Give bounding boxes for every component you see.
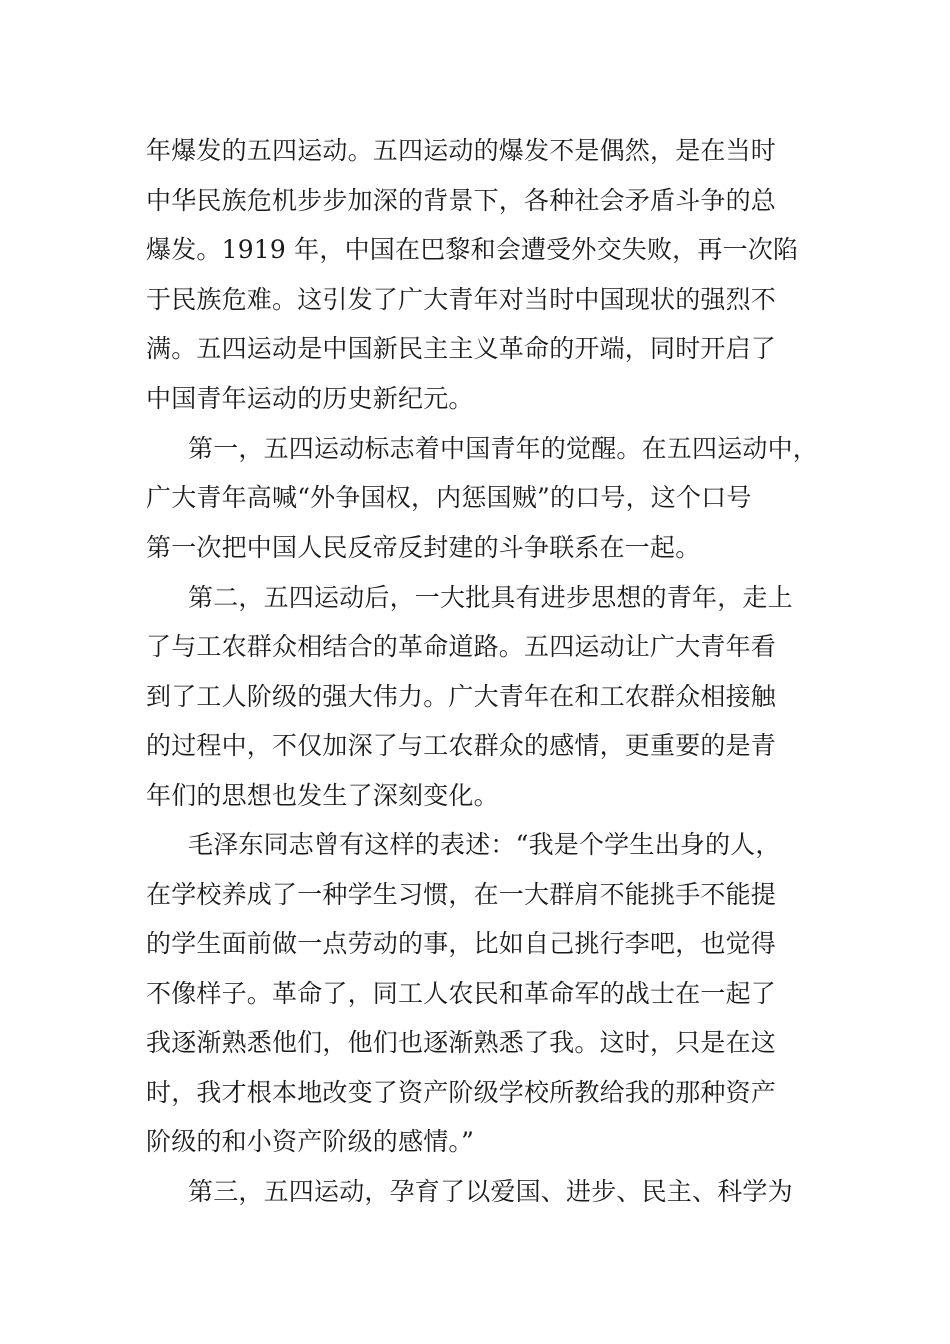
text-line: 广大青年高喊“外争国权，内惩国贼”的口号，这个口号 [146,483,752,512]
text-line: 在学校养成了一种学生习惯，在一大群肩不能挑手不能提 [146,880,777,909]
text-line: 时，我才根本地改变了资产阶级学校所教给我的那种资产 [146,1078,777,1107]
text-line: 到了工人阶级的强大伟力。广大青年在和工农群众相接触 [146,682,777,711]
text-line: 满。五四运动是中国新民主主义革命的开端，同时开启了 [146,334,777,363]
text-line: 我逐渐熟悉他们，他们也逐渐熟悉了我。这时，只是在这 [146,1028,777,1057]
text-line: 第一次把中国人民反帝反封建的斗争联系在一起。 [146,533,701,562]
paragraph-first-line: 第一，五四运动标志着中国青年的觉醒。在五四运动中， [188,434,819,463]
paragraph-first-line: 第二，五四运动后，一大批具有进步思想的青年，走上 [188,583,793,612]
text-line: 爆发。1919 年，中国在巴黎和会遭受外交失败，再一次陷 [146,235,799,264]
text-line: 年爆发的五四运动。五四运动的爆发不是偶然，是在当时 [146,136,777,165]
text-line: 阶级的和小资产阶级的感情。” [146,1127,475,1156]
text-line: 年们的思想也发生了深刻变化。 [146,781,499,810]
paragraph-first-line: 第三，五四运动，孕育了以爱国、进步、民主、科学为 [188,1177,793,1206]
text-line: 中国青年运动的历史新纪元。 [146,384,474,413]
text-line: 不像样子。革命了，同工人农民和革命军的战士在一起了 [146,979,777,1008]
text-line: 于民族危难。这引发了广大青年对当时中国现状的强烈不 [146,285,777,314]
text-line: 了与工农群众相结合的革命道路。五四运动让广大青年看 [146,632,777,661]
text-line: 的过程中，不仅加深了与工农群众的感情，更重要的是青 [146,731,777,760]
text-line: 中华民族危机步步加深的背景下，各种社会矛盾斗争的总 [146,186,777,215]
text-line: 的学生面前做一点劳动的事，比如自己挑行李吧，也觉得 [146,929,777,958]
paragraph-first-line: 毛泽东同志曾有这样的表述：“我是个学生出身的人， [188,830,781,859]
